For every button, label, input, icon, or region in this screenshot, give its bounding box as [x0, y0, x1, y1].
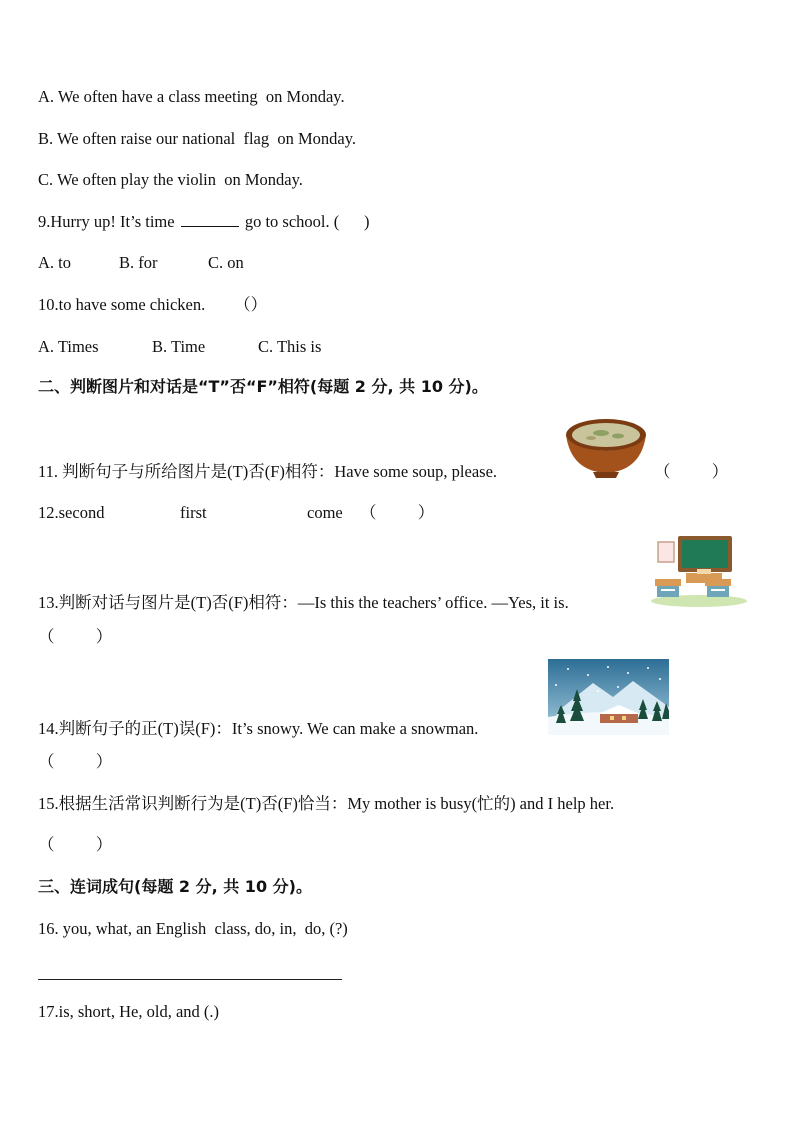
q9-option-a: A. to [38, 253, 71, 272]
soup-bowl-image [563, 415, 649, 479]
q16-answer-line[interactable] [38, 979, 342, 980]
q8-option-a: A. We often have a class meeting on Monday. [38, 87, 345, 106]
q13-answer-paren[interactable]: （ ） [38, 627, 113, 646]
q9-stem [38, 212, 369, 232]
q10-stem: 10.to have some chicken. （） [38, 295, 268, 314]
q10-options [38, 337, 322, 357]
q12-num: 12.second [38, 503, 105, 522]
q12-word-first: first [180, 503, 207, 522]
q10-option-c: C. This is [258, 337, 322, 356]
q16-text: 16. you, what, an English class, do, in, do, (?) [38, 919, 348, 938]
q8-option-c: C. We often play the violin on Monday. [38, 170, 303, 189]
q12-answer-paren[interactable]: （ ） [360, 503, 435, 522]
q15-answer-paren[interactable]: （ ） [38, 835, 113, 854]
q9-option-c: C. on [208, 253, 244, 272]
section-2-title: 二、判断图片和对话是“T”否“F”相符(每题 2 分, 共 10 分)。 [38, 377, 488, 396]
q9-stem-pre: 9.Hurry up! It’s time [38, 212, 179, 231]
q10-option-b: B. Time [152, 337, 206, 356]
q9-options [38, 253, 244, 273]
q11-text: 11. 判断句子与所给图片是(T)否(F)相符：Have some soup, please. [38, 462, 498, 481]
q17-text: 17.is, short, He, old, and (.) [38, 1002, 220, 1021]
q8-option-b: B. We often raise our national flag on Monday. [38, 129, 357, 148]
classroom-image [649, 533, 749, 609]
q9-option-b: B. for [119, 253, 158, 272]
section-3-title: 三、连词成句(每题 2 分, 共 10 分)。 [38, 877, 312, 896]
q9-stem-post: go to school. ( ) [240, 212, 370, 231]
q12-word-come: come [307, 503, 343, 522]
q12-line [38, 503, 435, 523]
q15-text: 15.根据生活常识判断行为是(T)否(F)恰当：My mother is busy(忙的) and I help her. [38, 794, 615, 813]
snowy-landscape-image [548, 659, 669, 735]
q9-blank[interactable] [181, 212, 239, 227]
q13-text: 13.判断对话与图片是(T)否(F)相符：—Is this the teachers’ office. —Yes, it is. [38, 593, 569, 612]
q10-option-a: A. Times [38, 337, 99, 356]
q14-text: 14.判断句子的正(T)误(F)：It’s snowy. We can make a snowman. [38, 719, 479, 738]
q14-answer-paren[interactable]: （ ） [38, 752, 113, 771]
q11-answer-paren[interactable]: （ ） [654, 462, 729, 481]
